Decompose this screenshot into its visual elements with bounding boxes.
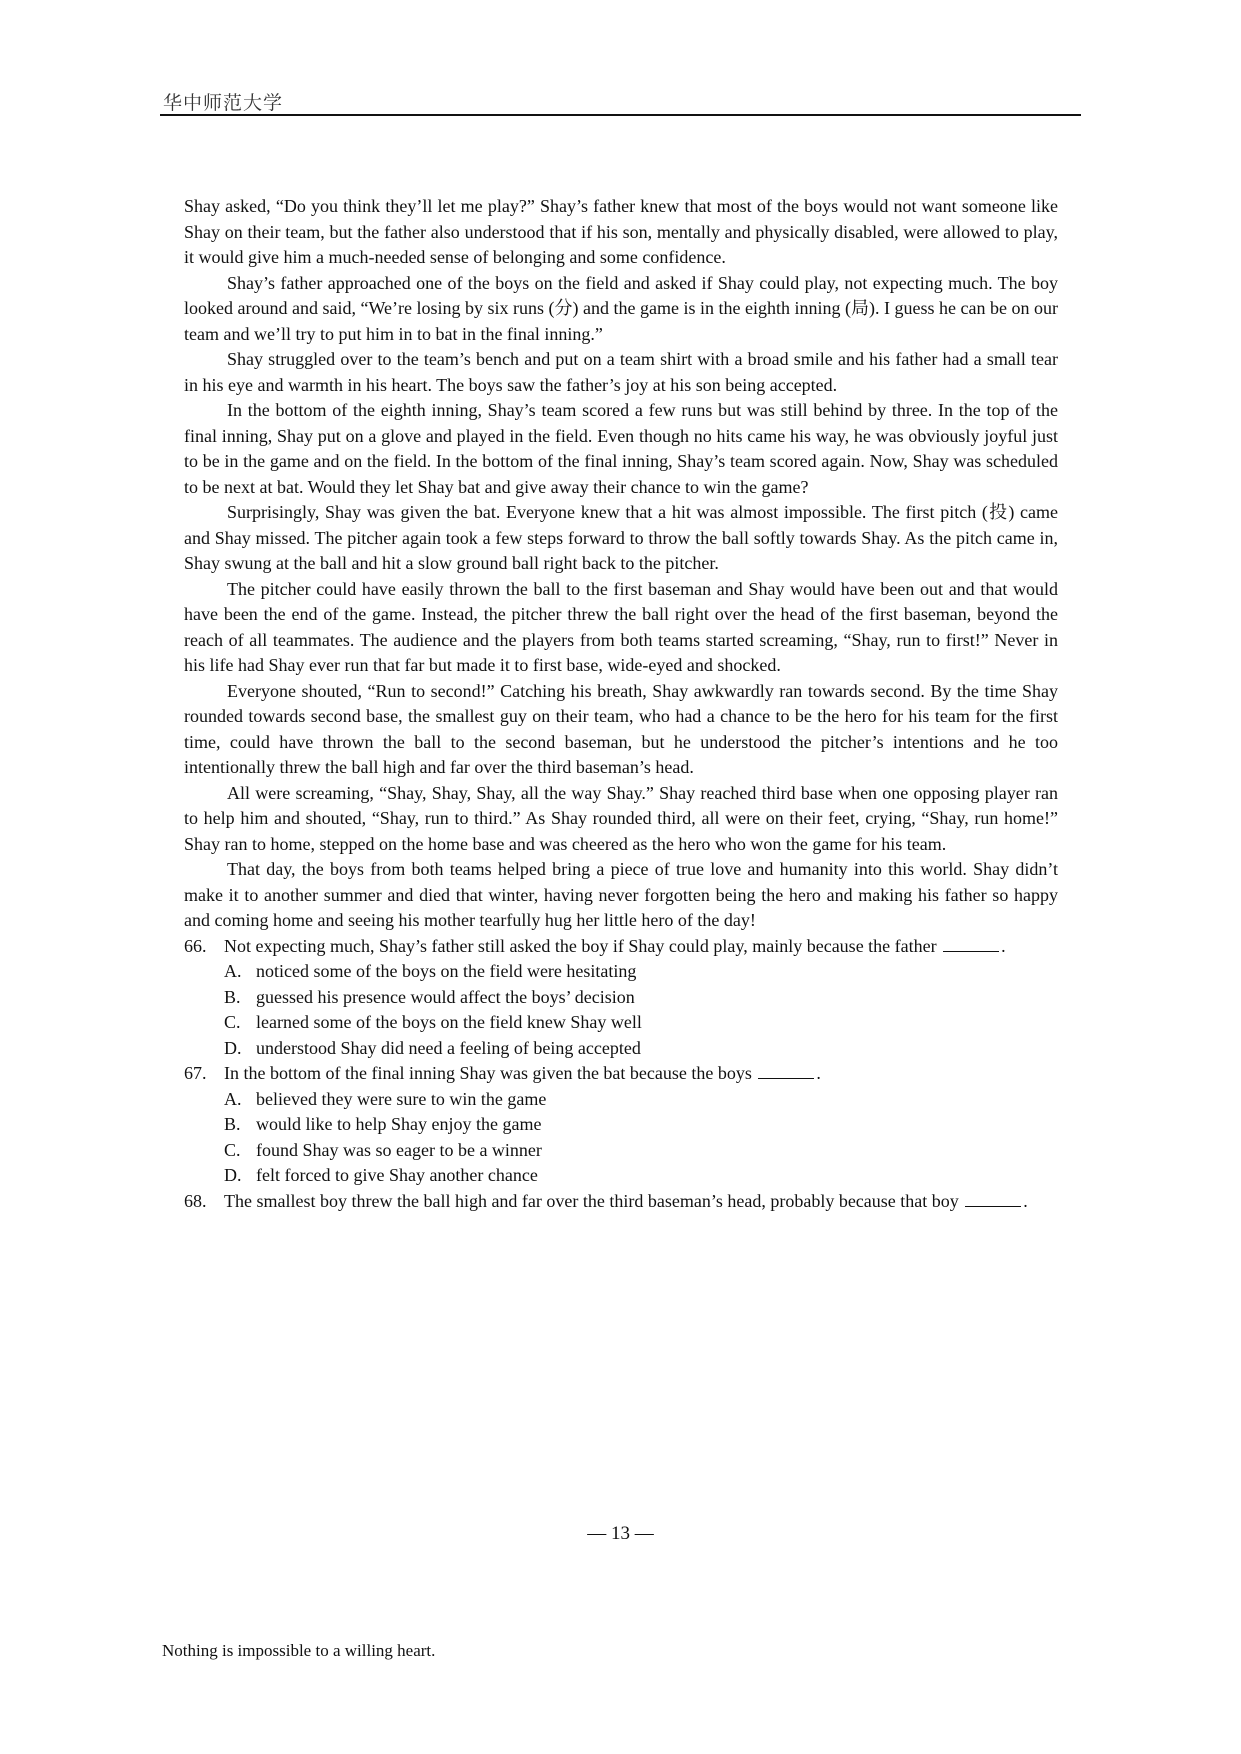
option-letter: C. bbox=[224, 1139, 241, 1160]
paragraph-8: All were screaming, “Shay, Shay, Shay, all the way Shay.” Shay reached third base when one opposing player ran to help him and shouted, “Shay, run to third.” As Shay rounded third, all were on their feet, crying, “Shay, run home!” Shay ran to home, stepped on the home base and was cheered as the hero who won the game for his team. bbox=[184, 782, 1058, 854]
option-67-d bbox=[224, 1163, 1058, 1189]
paragraph-6: The pitcher could have easily thrown the ball to the first baseman and Shay would have been out and that would have been the end of the game. Instead, the pitcher threw the ball right over the head of the first baseman, beyond the reach of all teammates. The audience and the players from both teams started screaming, “Shay, run to first!” Never in his life had Shay ever run that far but made it to first base, wide-eyed and shocked. bbox=[184, 578, 1058, 675]
option-text: guessed his presence would affect the boys’ decision bbox=[256, 986, 635, 1007]
option-letter: D. bbox=[224, 1165, 242, 1185]
question-stem bbox=[224, 1189, 1058, 1215]
question-number: 67. bbox=[184, 1063, 207, 1083]
header-divider bbox=[160, 114, 1081, 116]
option-letter: A. bbox=[224, 1088, 242, 1109]
option-66-d bbox=[224, 1036, 1058, 1062]
page-number: — 13 — bbox=[587, 1523, 654, 1544]
answer-blank bbox=[965, 1190, 1021, 1207]
paragraph-2: Shay’s father approached one of the boys on the field and asked if Shay could play, not expecting much. The boy looked around and said, “We’re losing by six runs (分) and the game is in the eighth inning (局). I guess he can be on our team and we’ll try to put him in to bat in the final inning.” bbox=[184, 272, 1058, 344]
question-stem-end: . bbox=[1023, 1190, 1028, 1211]
option-letter: C. bbox=[224, 1012, 241, 1032]
option-text: found Shay was so eager to be a winner bbox=[256, 1139, 542, 1160]
option-text: felt forced to give Shay another chance bbox=[256, 1165, 538, 1185]
answer-blank bbox=[943, 935, 999, 952]
option-text: noticed some of the boys on the field were hesitating bbox=[256, 961, 637, 981]
option-67-a bbox=[224, 1087, 1058, 1113]
question-67 bbox=[184, 1061, 1058, 1087]
option-67-b bbox=[224, 1112, 1058, 1138]
option-66-c bbox=[224, 1010, 1058, 1036]
paragraph-9: That day, the boys from both teams helped bring a piece of true love and humanity into this world. Shay didn’t make it to another summer and died that winter, having never forgotten being the hero and making his father so happy and coming home and seeing his mother tearfully hug her little hero of the day! bbox=[184, 859, 1058, 930]
question-66 bbox=[184, 934, 1058, 960]
question-stem-end: . bbox=[1001, 935, 1006, 956]
option-letter: D. bbox=[224, 1037, 242, 1058]
paragraph-5: Surprisingly, Shay was given the bat. Everyone knew that a hit was almost impossible. The first pitch (投) came and Shay missed. The pitcher again took a few steps forward to throw the ball softly towards Shay. As the pitch came in, Shay swung at the ball and hit a slow ground ball right back to the pitcher. bbox=[184, 502, 1058, 573]
option-text: learned some of the boys on the field knew Shay well bbox=[256, 1012, 642, 1032]
question-stem bbox=[224, 934, 1058, 960]
option-letter: A. bbox=[224, 961, 242, 981]
paragraph-3: Shay struggled over to the team’s bench and put on a team shirt with a broad smile and his father had a small tear in his eye and warmth in his heart. The boys saw the father’s joy at his son being accepted. bbox=[184, 349, 1058, 395]
question-stem-text: In the bottom of the final inning Shay was given the bat because the boys bbox=[224, 1063, 752, 1083]
header-title: 华中师范大学 bbox=[163, 93, 284, 114]
option-letter: B. bbox=[224, 986, 241, 1007]
question-stem bbox=[224, 1061, 1058, 1087]
option-67-c bbox=[224, 1138, 1058, 1164]
question-stem-text: Not expecting much, Shay’s father still asked the boy if Shay could play, mainly because the father bbox=[224, 935, 937, 956]
paragraph-4: In the bottom of the eighth inning, Shay’s team scored a few runs but was still behind by three. In the top of the final inning, Shay put on a glove and played in the field. Even though no hits came his way, he was obviously joyful just to be in the game and on the field. In the bottom of the final inning, Shay’s team scored again. Now, Shay was scheduled to be next at bat. Would they let Shay bat and give away their chance to win the game? bbox=[184, 400, 1058, 497]
answer-blank bbox=[758, 1062, 814, 1079]
question-number: 66. bbox=[184, 935, 207, 956]
option-text: would like to help Shay enjoy the game bbox=[256, 1114, 542, 1134]
option-text: understood Shay did need a feeling of being accepted bbox=[256, 1037, 641, 1058]
option-text: believed they were sure to win the game bbox=[256, 1088, 547, 1109]
question-68 bbox=[184, 1189, 1058, 1215]
option-letter: B. bbox=[224, 1114, 241, 1134]
question-stem-end: . bbox=[816, 1063, 821, 1083]
paragraph-1: Shay asked, “Do you think they’ll let me play?” Shay’s father knew that most of the boys would not want someone like Shay on their team, but the father also understood that if his son, mentally and physically disabled, were allowed to play, it would give him a much-needed sense of belonging and some confidence. bbox=[184, 196, 1058, 267]
question-number: 68. bbox=[184, 1190, 207, 1211]
option-66-b bbox=[224, 985, 1058, 1011]
footer-motto: Nothing is impossible to a willing heart. bbox=[162, 1641, 436, 1660]
page-content bbox=[184, 194, 1058, 1214]
question-stem-text: The smallest boy threw the ball high and far over the third baseman’s head, probably because that boy bbox=[224, 1190, 959, 1211]
option-66-a bbox=[224, 959, 1058, 985]
paragraph-7: Everyone shouted, “Run to second!” Catching his breath, Shay awkwardly ran towards second. By the time Shay rounded towards second base, the smallest guy on their team, who had a chance to be the hero for his team for the first time, could have thrown the ball to the second baseman, but he understood the pitcher’s intentions and he too intentionally threw the ball high and far over the third baseman’s head. bbox=[184, 680, 1058, 777]
